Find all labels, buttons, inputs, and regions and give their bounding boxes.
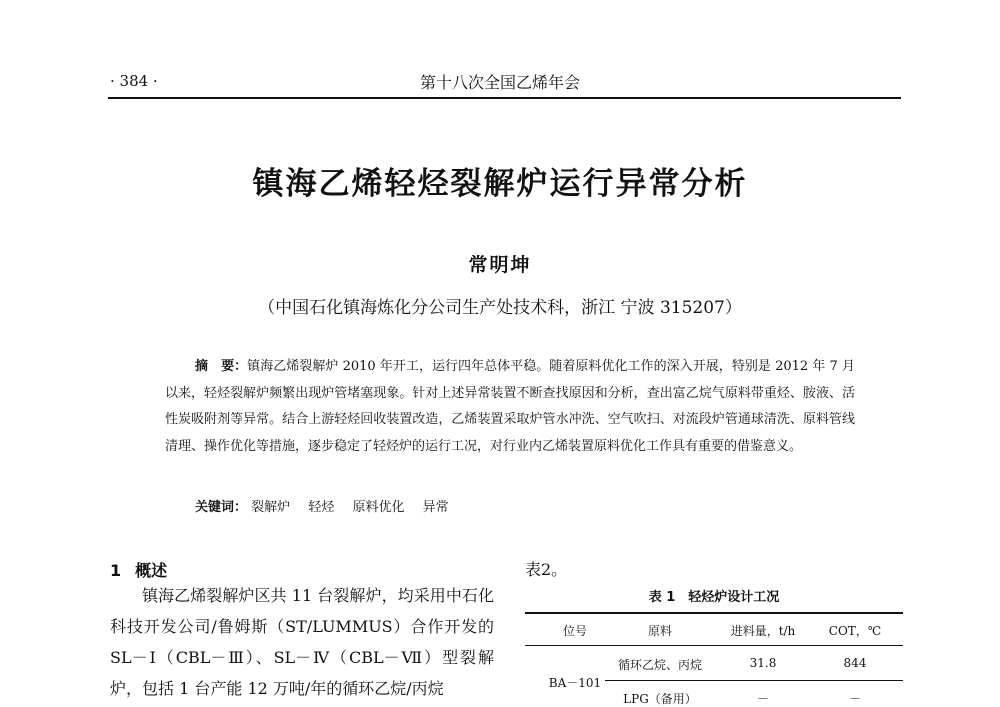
- section-title: 概述: [135, 561, 168, 580]
- section-heading: [110, 558, 167, 581]
- keyword: 裂解炉: [251, 500, 291, 515]
- keyword: 轻烃: [308, 500, 335, 515]
- abstract-label: 摘 要：: [195, 359, 248, 374]
- keywords-label: 关键词：: [195, 500, 248, 515]
- table-header-cell: 位号: [562, 624, 587, 638]
- table-cell: －: [848, 692, 861, 706]
- keyword: 原料优化: [352, 500, 405, 515]
- affiliation: （中国石化镇海炼化分公司生产处技术科，浙江 宁波 315207）: [258, 298, 742, 318]
- table-cell: 循环乙烷、丙烷: [617, 658, 702, 672]
- abstract-text: 镇海乙烯裂解炉 2010 年开工，运行四年总体平稳。随着原料优化工作的深入开展，特别是 2012 年 7 月以来，轻烃裂解炉频繁出现炉管堵塞现象。针对上述异常装置不断查找原因和分析，查出富乙烷气原料带重烃、胺液、活性炭吸附剂等异常。结合上游轻烃回收装置改造，乙烯装置采取炉管水冲洗、空气吹扫、对流段炉管通球清洗、原料管线清理、操作优化等措施，逐步稳定了轻烃炉的运行工况，对行业内乙烯装置原料优化工作具有重要的借鉴意义。: [165, 359, 855, 454]
- running-header: 第十八次全国乙烯年会: [419, 73, 580, 92]
- table-cell: 31.8: [749, 656, 777, 670]
- section-body-text: 镇海乙烯裂解炉区共 11 台裂解炉，均采用中石化科技开发公司/鲁姆斯（ST/LUMMUS）合作开发的 SL－Ⅰ（CBL－Ⅲ）、SL－Ⅳ（CBL－Ⅶ）型裂解炉，包括 1 台产能 12 万吨/年的循环乙烷/丙烷: [110, 586, 494, 698]
- table-reference: 表2。: [525, 560, 568, 579]
- table-cell: 844: [843, 656, 867, 670]
- author-name: 常明坤: [468, 254, 532, 276]
- table-cell: LPG（备用）: [623, 692, 697, 706]
- page-number: · 384 ·: [110, 72, 158, 90]
- table-header-cell: 原料: [647, 624, 672, 638]
- table-top-rule: [525, 612, 903, 614]
- table-row-rule: [605, 680, 903, 681]
- table-caption: 表 1 轻烃炉设计工况: [648, 590, 780, 605]
- table-group-label: BA－101: [548, 676, 602, 690]
- table-header-cell: 进料量，t/h: [730, 624, 796, 638]
- table-cell: －: [756, 692, 769, 706]
- section-body: [110, 580, 494, 704]
- paper-title: 镇海乙烯轻烃裂解炉运行异常分析: [252, 166, 748, 202]
- abstract: [165, 354, 855, 460]
- section-number: 1: [110, 561, 122, 580]
- table-header-rule: [525, 645, 903, 646]
- keywords: [195, 496, 463, 515]
- table-header-cell: COT，℃: [828, 624, 882, 638]
- keyword: 异常: [422, 500, 449, 515]
- header-rule: [108, 97, 901, 99]
